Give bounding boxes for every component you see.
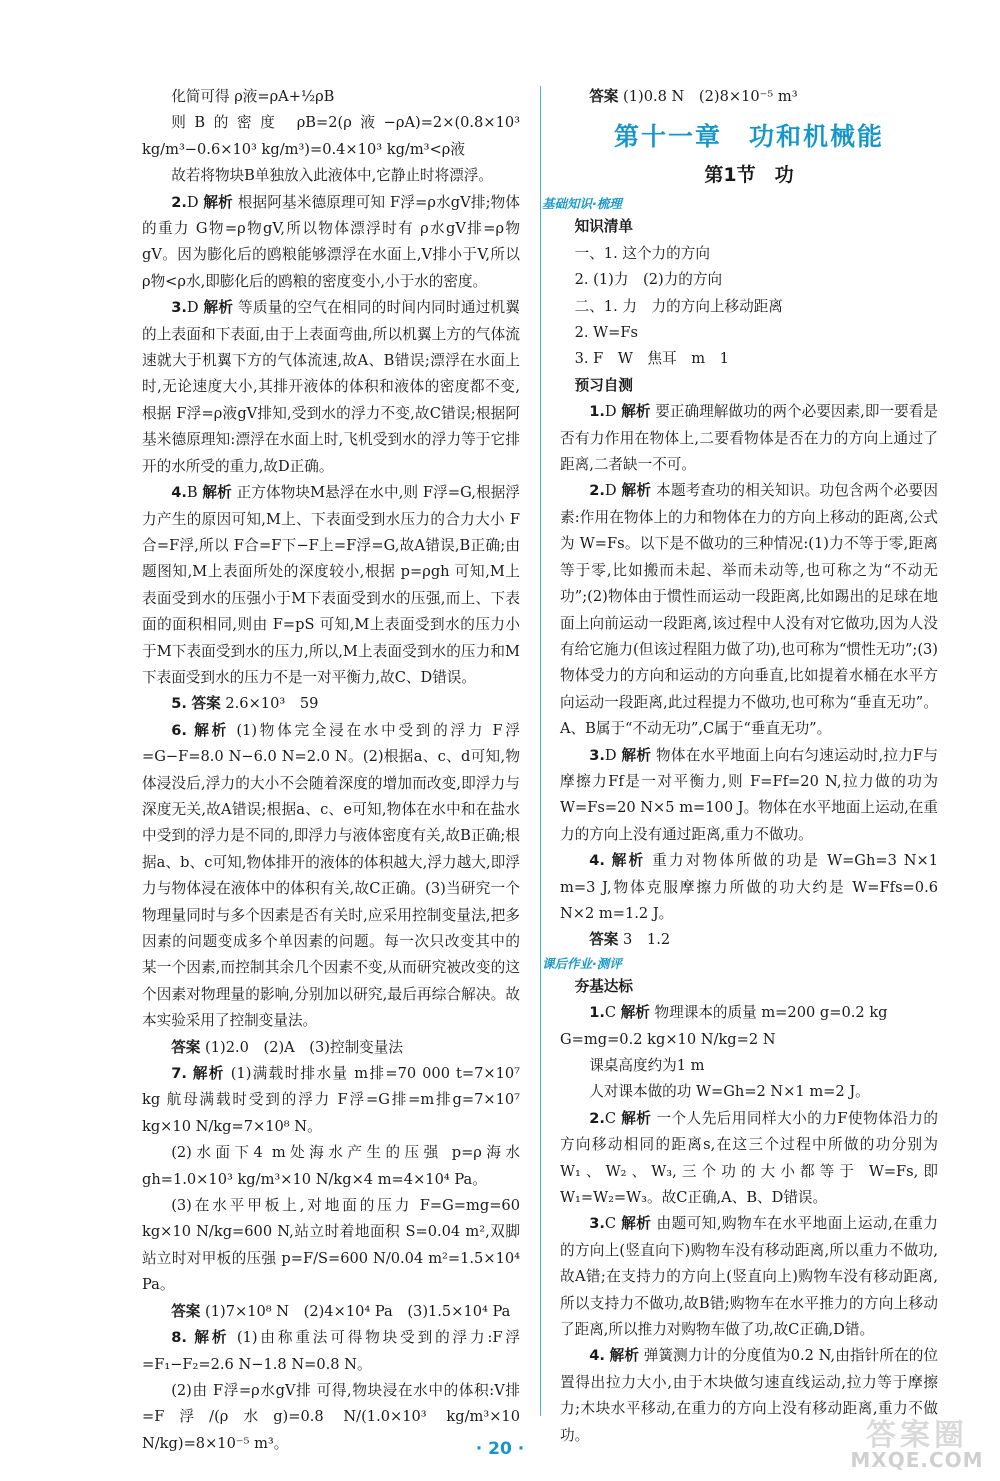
- density-line: 则B的密度 ρB=2(ρ液−ρA)=2×(0.8×10³ kg/m³−0.6×10³ kg/m³)=0.4×10³ kg/m³<ρ液: [142, 114, 520, 158]
- question-5: 5. 答案 2.6×10³ 59: [171, 695, 319, 713]
- subheading-knowledge: 知识清单: [574, 218, 633, 236]
- question-6: 6. 解析 (1)物体完全浸在水中受到的浮力 F浮=G−F=8.0 N−6.0 N=2.0 N。(2)根据a、c、d可知,物体浸没后,浮力的大小不会随着深度的增加而改变,即浮力与深度无关,故A错误;根据a、c、e可知,物体在水中和在盐水中受到的浮力是不同的,即浮力与液体密度有关,故B正确;根据a、b、c可知,物体排开的液体的体积越大,浮力越大,即浮力与物体浸在液体中的体积有关,故C正确。(3)当研究一个物理量同时与多个因素是否有关时,应采用控制变量法,把多因素的问题变成多个单因素的问题。每一次只改变其中的某一个因素,而控制其余几个因素不变,从而研究被改变的这个因素对物理量的影响,分别加以研究,最后再综合解决。故本实验采用了控制变量法。: [142, 721, 520, 1030]
- right-column: [542, 84, 939, 1449]
- column-divider: [540, 86, 541, 1416]
- question-7-answer: 答案 (1)7×10⁸ N (2)4×10⁴ Pa (3)1.5×10⁴ Pa: [171, 1302, 511, 1320]
- knowledge-item: 一、1. 这个力的方向: [574, 244, 710, 262]
- question-4: 4.B 解析 正方体物块M悬浮在水中,则 F浮=G,根据浮力产生的原因可知,M上、下表面受到水压力的合力大小 F合=F浮,所以 F合=F下−F上=F浮=G,故A错误,B正确;由题图知,M上表面所处的深度较小,根据 p=ρgh 可知,M上表面受到水的压强小于M下表面受到水的压强,而上、下表面的面积相同,则由 F=pS 可知,M上表面受到水的压力小于M下表面受到水的压力,所以,M上表面受到水的压力和M下表面受到水的压力不是一对平衡力,故C、D错误。: [142, 484, 521, 686]
- preview-3: 3.D 解析 物体在水平地面上向右匀速运动时,拉力F与摩擦力Ff是一对平衡力,则 F=Ff=20 N,拉力做的功为 W=Fs=20 N×5 m=100 J。物体在水平地面上运动,在重力的方向上没有通过距离,重力不做功。: [560, 746, 939, 843]
- watermark-url: MXQE.COM: [850, 1448, 984, 1472]
- homework-3: 3.C 解析 由题可知,购物车在水平地面上运动,在重力的方向上(竖直向下)购物车没有移动距离,所以重力不做功,故A错;在支持力的方向上(竖直向上)购物车没有移动距离,所以支持力不做功,故B错;购物车在水平推力的方向上移动了距离,所以推力对购物车做了功,故C正确,D错。: [560, 1215, 938, 1339]
- question-8-part-2: (2)由 F浮=ρ水gV排 可得,物块浸在水中的体积:V排=F浮/(ρ水g)=0.8 N/(1.0×10³ kg/m³×10 N/kg)=8×10⁻⁵ m³。: [142, 1381, 520, 1452]
- preview-4-answer: 答案 3 1.2: [589, 931, 671, 949]
- preview-2: 2.D 解析 本题考查功的相关知识。功包含两个必要因素:作用在物体上的力和物体在力的方向上移动的距离,公式为 W=Fs。以下是不做功的三种情况:(1)力不等于零,距离等于零,比如搬而未起、举而未动等,也可称之为“不动无功”;(2)物体由于惯性而运动一段距离,比如踢出的足球在地面上向前运动一段距离,该过程中人没有对它做功,因为人没有给它施力(但该过程阻力做了功),也可称为“惯性无功”;(3)物体受力的方向和运动的方向垂直,比如提着水桶在水平方向运动一段距离,此过程提力不做功,也可称为“垂直无功”。A、B属于“不动无功”,C属于“垂直无功”。: [560, 482, 938, 738]
- knowledge-item: 2. (1)力 (2)力的方向: [574, 271, 723, 289]
- section-title: 第1节 功: [704, 164, 794, 187]
- knowledge-item: 2. W=Fs: [574, 324, 638, 342]
- chapter-title: 第十一章 功和机械能: [613, 122, 884, 152]
- homework-1-line: G=mg=0.2 kg×10 N/kg=2 N: [560, 1030, 776, 1048]
- homework-4: 4. 解析 弹簧测力计的分度值为0.2 N,由指针所在的位置得出拉力大小,由于木块做匀速直线运动,拉力等于摩擦力;木块水平移动,在重力的方向上没有移动距离,重力不做功。: [560, 1347, 939, 1444]
- left-column: [142, 84, 520, 1457]
- question-7: 7. 解析 (1)满载时排水量 m排=70 000 t=7×10⁷ kg 航母满载时受到的浮力 F浮=G排=m排g=7×10⁷ kg×10 N/kg=7×10⁸ N。: [142, 1065, 521, 1135]
- preview-4: 4. 解析 重力对物体所做的功是 W=Gh=3 N×1 m=3 J,物体克服摩擦力所做的功大约是 W=Ffs=0.6 N×2 m=1.2 J。: [560, 852, 939, 922]
- question-6-answer: 答案 (1)2.0 (2)A (3)控制变量法: [171, 1038, 403, 1056]
- preview-1: 1.D 解析 要正确理解做功的两个必要因素,即一要看是否有力作用在物体上,二要看物体是否在力的方向上通过了距离,二者缺一不可。: [560, 403, 938, 474]
- knowledge-item: 二、1. 力 力的方向上移动距离: [574, 297, 783, 315]
- formula-line: 化简可得 ρ液=ρA+½ρB: [171, 88, 335, 105]
- subheading-preview: 预习自测: [574, 376, 633, 394]
- watermark-text: 答案圈: [866, 1418, 968, 1453]
- subheading-practice: 夯基达标: [574, 977, 633, 995]
- previous-answer: 答案 (1)0.8 N (2)8×10⁻⁵ m³: [589, 88, 798, 105]
- homework-1: 1.C 解析 物理课本的质量 m=200 g=0.2 kg: [589, 1004, 888, 1022]
- section-tag-basics: 基础知识·梳理: [542, 196, 622, 212]
- page-number: · 20 ·: [475, 1439, 525, 1459]
- homework-1-line: 人对课本做的功 W=Gh=2 N×1 m=2 J。: [589, 1083, 870, 1101]
- question-7-part-3: (3)在水平甲板上,对地面的压力 F=G=mg=60 kg×10 N/kg=600 N,站立时着地面积 S=0.04 m²,双脚站立时对甲板的压强 p=F/S=600 N/0.04 m²=1.5×10⁴ Pa。: [142, 1197, 520, 1294]
- section-tag-homework: 课后作业·测评: [542, 955, 622, 971]
- question-7-part-2: (2)水面下4 m处海水产生的压强 p=ρ海水gh=1.0×10³ kg/m³×10 N/kg×4 m=4×10⁴ Pa。: [142, 1144, 520, 1188]
- homework-2: 2.C 解析 一个人先后用同样大小的力F使物体沿力的方向移动相同的距离s,在这三个过程中所做的功分别为 W₁、W₂、W₃,三个功的大小都等于 W=Fs,即 W₁=W₂=W₃。故C正确,A、B、D错误。: [560, 1109, 938, 1207]
- question-8: 8. 解析 (1)由称重法可得物块受到的浮力:F浮=F₁−F₂=2.6 N−1.8 N=0.8 N。: [142, 1329, 520, 1373]
- question-2: 2.D 解析 根据阿基米德原理可知 F浮=ρ水gV排;物体的重力 G物=ρ物gV,所以物体漂浮时有 ρ水gV排=ρ物gV。因为膨化后的鸥粮能够漂浮在水面上,V排小于V,所以 ρ物<ρ水,即膨化后的鸥粮的密度变小,小于水的密度。: [142, 193, 521, 290]
- knowledge-item: 3. F W 焦耳 m 1: [574, 350, 729, 368]
- conclusion-line: 故若将物块B单独放入此液体中,它静止时将漂浮。: [171, 167, 494, 185]
- homework-1-line: 课桌高度约为1 m: [589, 1057, 705, 1074]
- watermark-logo: [842, 1410, 992, 1476]
- question-3: 3.D 解析 等质量的空气在相同的时间内同时通过机翼的上表面和下表面,由于上表面弯曲,所以机翼上方的气体流速就大于机翼下方的气体流速,故A、B错误;漂浮在水面上时,无论速度大小,其排开液体的体积和液体的密度都不变,根据 F浮=ρ液gV排知,受到水的浮力不变,故C错误;根据阿基米德原理知:漂浮在水面上时,飞机受到水的浮力等于它排开的水所受的重力,故D正确。: [142, 299, 520, 475]
